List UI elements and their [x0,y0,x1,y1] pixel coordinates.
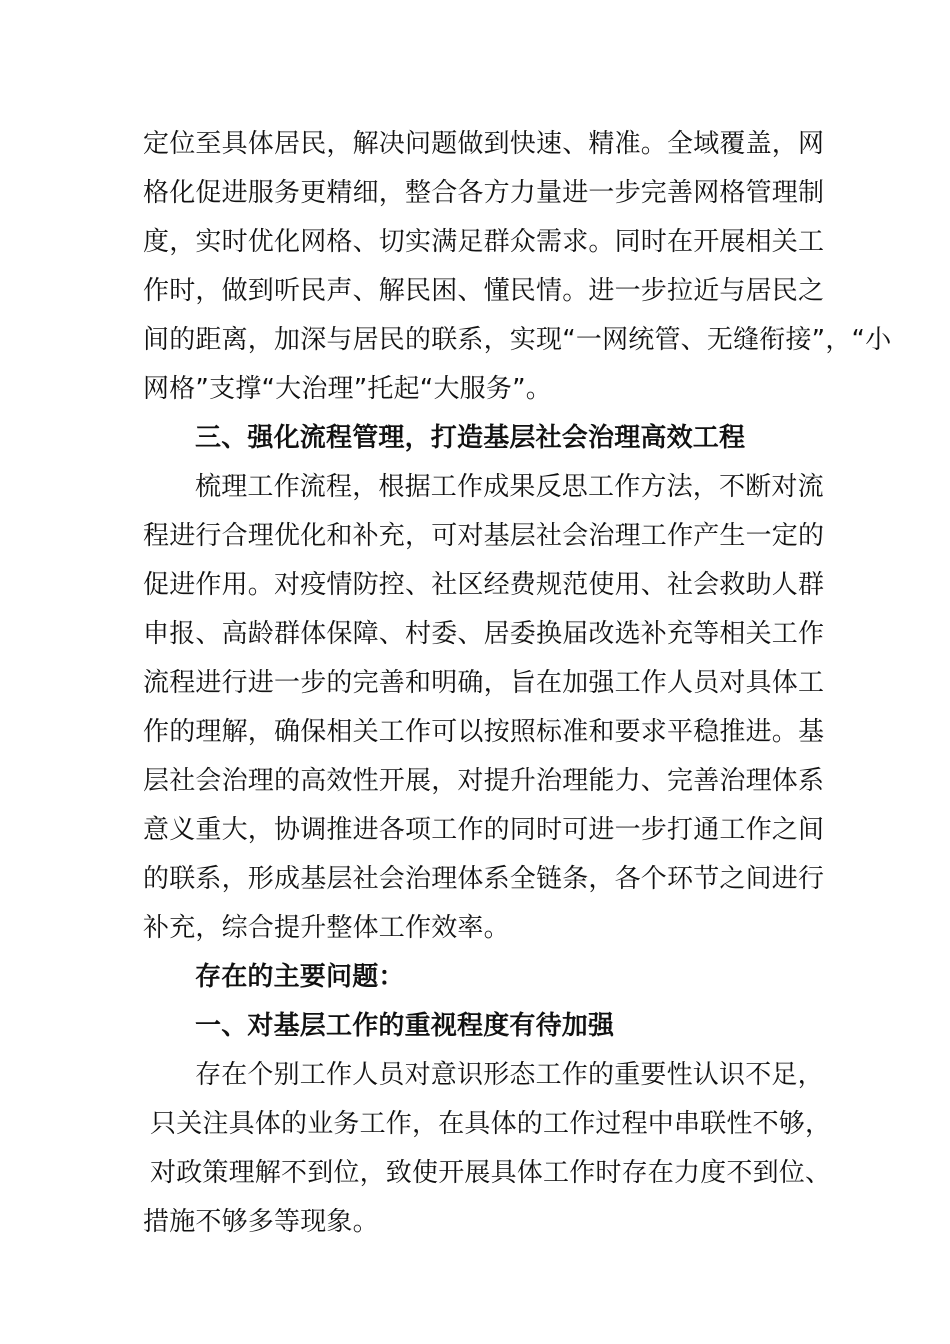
paragraph-2-line-9: 的联系，形成基层社会治理体系全链条，各个环节之间进行 [143,864,825,894]
problems-heading: 存在的主要问题： [195,962,405,992]
paragraph-1-line-4: 作时，做到听民声、解民困、懂民情。进一步拉近与居民之 [143,276,825,306]
section-heading-3: 三、强化流程管理，打造基层社会治理高效工程 [195,423,746,453]
paragraph-2-line-1: 梳理工作流程，根据工作成果反思工作方法，不断对流 [195,472,824,502]
paragraph-1-line-1: 定位至具体居民，解决问题做到快速、精准。全域覆盖，网 [143,129,825,159]
paragraph-2-line-6: 作的理解，确保相关工作可以按照标准和要求平稳推进。基 [143,717,825,747]
paragraph-2-line-5: 流程进行进一步的完善和明确，旨在加强工作人员对具体工 [143,668,825,698]
paragraph-1-line-3: 度，实时优化网格、切实满足群众需求。同时在开展相关工 [143,227,825,257]
paragraph-1-line-5: 间的距离，加深与居民的联系，实现“一网统管、无缝衔接”，“小 [143,325,892,355]
paragraph-3-line-3: 对政策理解不到位，致使开展具体工作时存在力度不到位、 [150,1158,832,1188]
paragraph-1-line-6: 网格”支撑“大治理”托起“大服务”。 [143,374,552,404]
paragraph-3-line-1: 存在个别工作人员对意识形态工作的重要性认识不足， [195,1060,824,1090]
section-heading-1: 一、对基层工作的重视程度有待加强 [195,1011,615,1041]
paragraph-3-line-4: 措施不够多等现象。 [143,1207,379,1237]
paragraph-2-line-2: 程进行合理优化和补充，可对基层社会治理工作产生一定的 [143,521,825,551]
paragraph-2-line-4: 申报、高龄群体保障、村委、居委换届改选补充等相关工作 [143,619,825,649]
paragraph-2-line-10: 补充，综合提升整体工作效率。 [143,913,510,943]
paragraph-2-line-3: 促进作用。对疫情防控、社区经费规范使用、社会救助人群 [143,570,825,600]
paragraph-2-line-8: 意义重大，协调推进各项工作的同时可进一步打通工作之间 [143,815,825,845]
paragraph-2-line-7: 层社会治理的高效性开展，对提升治理能力、完善治理体系 [143,766,825,796]
paragraph-3-line-2: 只关注具体的业务工作，在具体的工作过程中串联性不够， [150,1109,832,1139]
paragraph-1-line-2: 格化促进服务更精细，整合各方力量进一步完善网格管理制 [143,178,825,208]
